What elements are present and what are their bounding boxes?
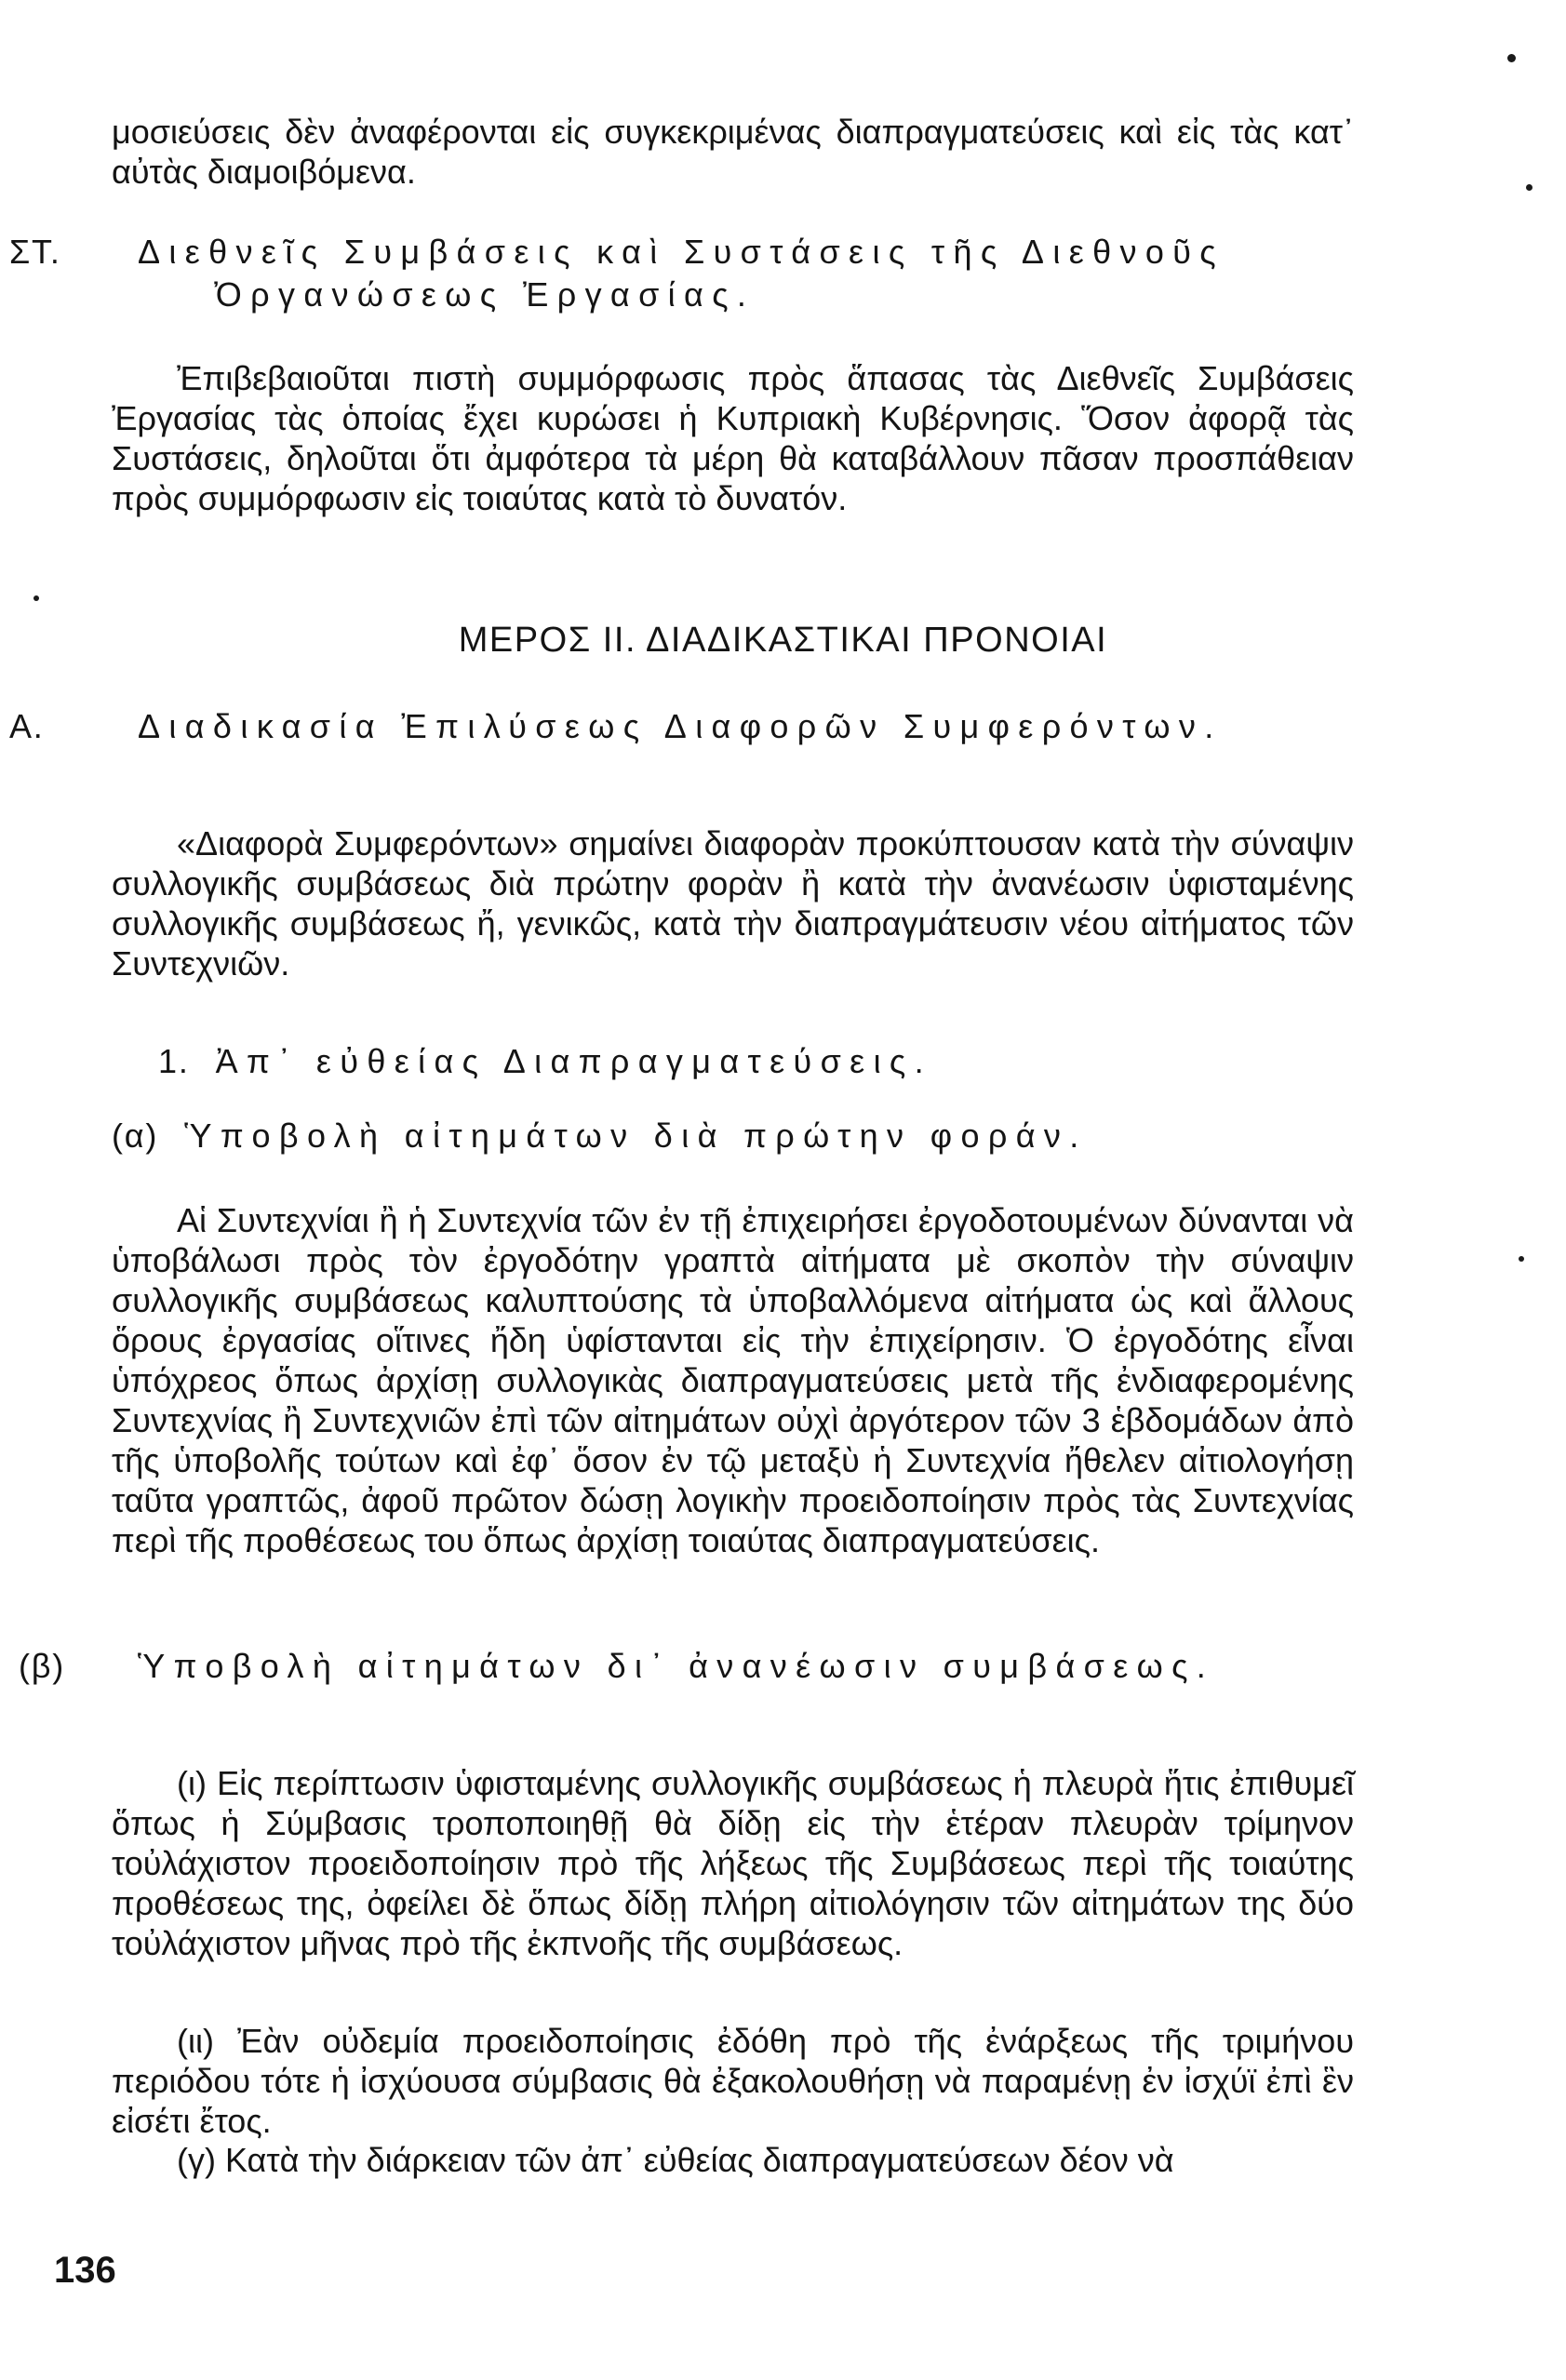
subsection-label: (α) bbox=[112, 1116, 159, 1155]
subsection-heading-a bbox=[112, 1115, 1354, 1157]
paragraph-clause-ii: (ιι) Ἐὰν οὐδεμία προειδοποίησις ἐδόθη πρὸ τῆς ἐνάρξεως τῆς τριμήνου περιόδου τότε ἡ ἰσχύουσα σύμβασις θὰ ἐξακολουθήσῃ νὰ παραμένῃ ἐν ἰσχύϊ ἐπὶ ἓν εἰσέτι ἔτος. bbox=[112, 2022, 1354, 2140]
section-title: Διεθνεῖς Συμβάσεις καὶ Συστάσεις τῆς Διεθνοῦς Ὀργανώσεως Ἐργασίας. bbox=[138, 233, 1225, 314]
section-heading-a: Α. Διαδικασία Ἐπιλύσεως Διαφορῶν Συμφερόντων. bbox=[9, 707, 1223, 745]
scan-speck bbox=[1507, 54, 1516, 62]
paragraph-submission: Αἱ Συντεχνίαι ἢ ἡ Συντεχνία τῶν ἐν τῇ ἐπιχειρήσει ἐργοδοτουμένων δύνανται νὰ ὑποβάλωσι πρὸς τὸν ἐργοδότην γραπτὰ αἰτήματα μὲ σκοπὸν τὴν σύναψιν συλλογικῆς συμβάσεως καλυπτούσης τὰ ὑποβαλλόμενα αἰτήματα ὡς καὶ ἄλλους ὅρους ἐργασίας οἵτινες ἤδη ὑφίστανται εἰς τὴν ἐπιχείρησιν. Ὁ ἐργοδότης εἶναι ὑπόχρεος ὅπως ἀρχίσῃ συλλογικὰς διαπραγματεύσεις μετὰ τῆς ἐνδιαφερομένης Συντεχνίας ἢ Συντεχνιῶν ἐπὶ τῶν αἰτημάτων οὐχὶ ἀργότερον τῶν 3 ἑβδομάδων ἀπὸ τῆς ὑποβολῆς τούτων καὶ ἐφ᾽ ὅσον ἐν τῷ μεταξὺ ἡ Συντεχνία ἤθελεν αἰτιολογήσῃ ταῦτα γραπτῶς, ἀφοῦ πρῶτον δώσῃ λογικὴν προειδοποίησιν πρὸς τὰς Συντεχνίας περὶ τῆς προθέσεως του ὅπως ἀρχίσῃ τοιαύτας διαπραγματεύσεις. bbox=[112, 1201, 1354, 1559]
subsection-title: Ὑποβολὴ αἰτημάτων διὰ πρώτην φοράν. bbox=[184, 1116, 1088, 1155]
paragraph-definition: «Διαφορὰ Συμφερόντων» σημαίνει διαφορὰν προκύπτουσαν κατὰ τὴν σύναψιν συλλογικῆς συμβάσεως διὰ πρώτην φορὰν ἢ κατὰ τὴν ἀνανέωσιν ὑφισταμένης συλλογικῆς συμβάσεως ἤ, γενικῶς, κατὰ τὴν διαπραγμάτευσιν νέου αἰτήματος τῶν Συντεχνιῶν. bbox=[112, 824, 1354, 983]
paragraph-continuation: μοσιεύσεις δὲν ἀναφέρονται εἰς συγκεκριμένας διαπραγματεύσεις καὶ εἰς τὰς κατ᾽ αὐτὰς διαμοιβόμενα. bbox=[112, 113, 1354, 191]
scan-speck bbox=[1526, 184, 1533, 191]
subsection-title: Ὑποβολὴ αἰτημάτων δι᾽ ἀνανέωσιν συμβάσεως. bbox=[138, 1647, 1215, 1685]
page-number: 136 bbox=[54, 2250, 116, 2291]
subsection-title: Ἀπ᾽ εὐθείας Διαπραγματεύσεις. bbox=[215, 1042, 933, 1080]
subsection-heading-1 bbox=[112, 1040, 1400, 1083]
section-heading-st: ΣΤ. Διεθνεῖς Συμβάσεις καὶ Συστάσεις τῆς Διεθνοῦς Ὀργανώσεως Ἐργασίας. bbox=[9, 233, 1225, 314]
section-title: Διαδικασία Ἐπιλύσεως Διαφορῶν Συμφερόντων. bbox=[138, 707, 1223, 745]
part-heading: ΜΕΡΟΣ ΙΙ. ΔΙΑΔΙΚΑΣΤΙΚΑΙ ΠΡΟΝΟΙΑΙ bbox=[458, 621, 1108, 660]
paragraph-clause-c: (γ) Κατὰ τὴν διάρκειαν τῶν ἀπ᾽ εὐθείας διαπραγματεύσεων δέον νὰ bbox=[177, 2141, 1174, 2179]
scan-speck bbox=[33, 595, 39, 601]
subsection-label: 1. bbox=[158, 1042, 190, 1080]
scan-speck bbox=[1519, 1256, 1524, 1262]
subsection-heading-b: (β) Ὑποβολὴ αἰτημάτων δι᾽ ἀνανέωσιν συμβάσεως. bbox=[19, 1647, 1215, 1685]
paragraph-conventions: Ἐπιβεβαιοῦται πιστὴ συμμόρφωσις πρὸς ἅπασας τὰς Διεθνεῖς Συμβάσεις Ἐργασίας τὰς ὁποίας ἔχει κυρώσει ἡ Κυπριακὴ Κυβέρνησις. Ὅσον ἀφορᾷ τὰς Συστάσεις, δηλοῦται ὅτι ἀμφότερα τὰ μέρη θὰ καταβάλλουν πᾶσαν προσπάθειαν πρὸς συμμόρφωσιν εἰς τοιαύτας κατὰ τὸ δυνατόν. bbox=[112, 359, 1354, 517]
paragraph-clause-i: (ι) Εἰς περίπτωσιν ὑφισταμένης συλλογικῆς συμβάσεως ἡ πλευρὰ ἥτις ἐπιθυμεῖ ὅπως ἡ Σύμβασις τροποποιηθῇ θὰ δίδῃ εἰς τὴν ἑτέραν πλευρὰν τρίμηνον τοὐλάχιστον προειδοποίησιν πρὸ τῆς λήξεως τῆς Συμβάσεως περὶ τῆς τοιαύτης προθέσεως της, ὀφείλει δὲ ὅπως δίδῃ πλήρη αἰτιολόγησιν τῶν αἰτημάτων της δύο τοὐλάχιστον μῆνας πρὸ τῆς ἐκπνοῆς τῆς συμβάσεως. bbox=[112, 1764, 1354, 1962]
